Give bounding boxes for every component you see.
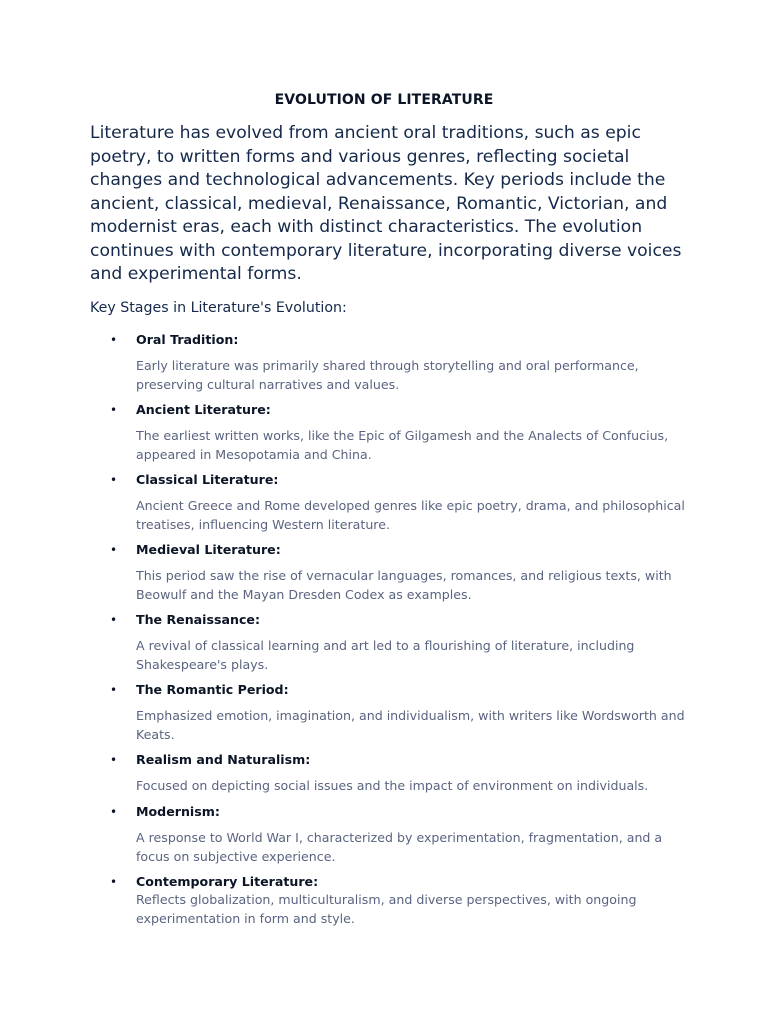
stage-description: Emphasized emotion, imagination, and individualism, with writers like Wordsworth and Keats. bbox=[136, 708, 685, 742]
bullet-icon: • bbox=[110, 543, 118, 557]
stage-title: The Romantic Period: bbox=[136, 682, 289, 697]
stage-title: Oral Tradition: bbox=[136, 332, 239, 347]
stage-description: The earliest written works, like the Epic of Gilgamesh and the Analects of Confucius, appeared in Mesopotamia and China. bbox=[136, 428, 669, 462]
bullet-icon: • bbox=[110, 403, 118, 417]
bullet-icon: • bbox=[110, 805, 118, 819]
stage-description: A response to World War I, characterized by experimentation, fragmentation, and a focus on subjective experience. bbox=[136, 830, 663, 864]
stage-title: Medieval Literature: bbox=[136, 542, 281, 557]
bullet-icon: • bbox=[110, 875, 118, 889]
stage-description: Early literature was primarily shared through storytelling and oral performance, preserving cultural narratives and values. bbox=[136, 358, 639, 392]
bullet-icon: • bbox=[110, 753, 118, 767]
bullet-icon: • bbox=[110, 683, 118, 697]
bullet-icon: • bbox=[110, 613, 118, 627]
stage-title: Modernism: bbox=[136, 804, 220, 819]
stage-title: Ancient Literature: bbox=[136, 402, 271, 417]
section-subheading: Key Stages in Literature's Evolution: bbox=[90, 300, 347, 316]
stage-title: Realism and Naturalism: bbox=[136, 752, 311, 767]
intro-paragraph: Literature has evolved from ancient oral traditions, such as epic poetry, to written forms and various genres, reflecting societal changes and technological advancements. Key periods include the ancient, classical, medieval, Renaissance, Romantic, Victorian, and modernist eras, each with distinct characteristics. The evolution continues with contemporary literature, incorporating diverse voices and experimental forms. bbox=[90, 123, 682, 284]
bullet-icon: • bbox=[110, 333, 118, 347]
stage-description: Focused on depicting social issues and the impact of environment on individuals. bbox=[136, 778, 649, 793]
page-title: EVOLUTION OF LITERATURE bbox=[274, 92, 494, 108]
stage-description: Reflects globalization, multiculturalism, and diverse perspectives, with ongoing experimentation in form and style. bbox=[136, 892, 637, 926]
bullet-icon: • bbox=[110, 473, 118, 487]
stage-description: This period saw the rise of vernacular languages, romances, and religious texts, with Beowulf and the Mayan Dresden Codex as examples. bbox=[136, 568, 672, 602]
stage-title: Contemporary Literature: bbox=[136, 874, 319, 889]
stage-description: Ancient Greece and Rome developed genres like epic poetry, drama, and philosophical treatises, influencing Western literature. bbox=[136, 498, 685, 532]
stage-description: A revival of classical learning and art led to a flourishing of literature, including Shakespeare's plays. bbox=[136, 638, 635, 672]
stage-title: The Renaissance: bbox=[136, 612, 261, 627]
stage-title: Classical Literature: bbox=[136, 472, 279, 487]
